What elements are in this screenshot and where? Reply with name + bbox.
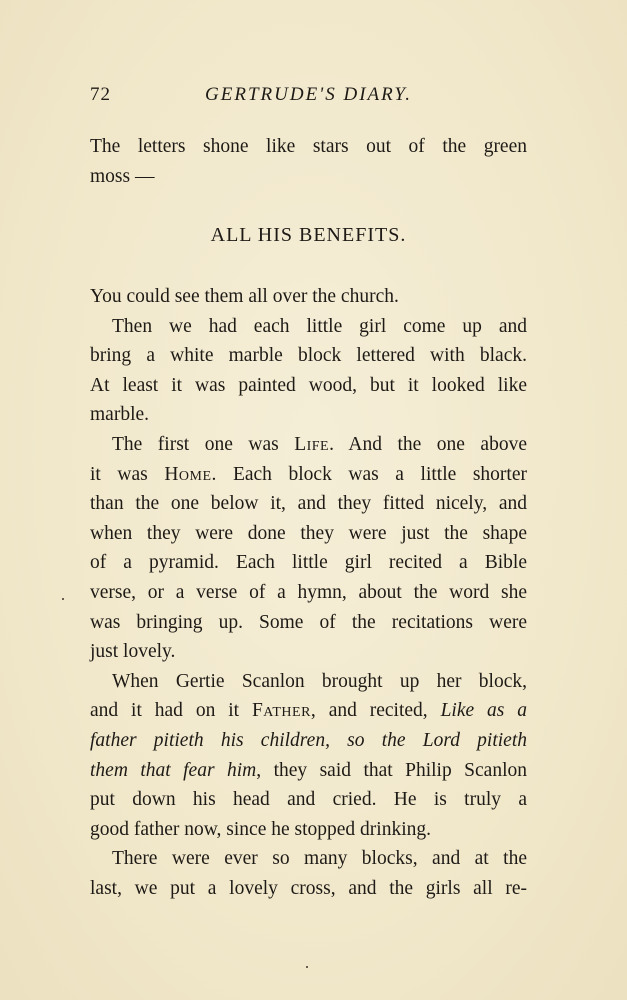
text-run: . Each block was a little shorter — [211, 463, 527, 485]
text-line: verse, or a verse of a hymn, about the word she — [90, 581, 527, 603]
section-title: ALL HIS BENEFITS. — [210, 224, 407, 246]
intro-paragraph — [90, 132, 527, 191]
text-line: At least it was painted wood, but it looked like — [90, 374, 527, 396]
text-line: put down his head and cried. He is truly a — [90, 789, 527, 811]
small-caps-word: Life — [294, 433, 330, 455]
text-line: You could see them all over the church. — [90, 286, 399, 307]
text-line: just lovely. — [90, 641, 176, 663]
text-line: When Gertie Scanlon brought up her block, — [112, 670, 527, 692]
text-run: , and recited, — [310, 700, 441, 722]
text-line: bring a white marble block lettered with black. — [90, 345, 527, 367]
text-run: , they said that Philip Scanlon — [256, 759, 527, 781]
paper-speck — [62, 598, 64, 600]
text-line: moss — — [90, 165, 155, 187]
paper-speck — [306, 966, 308, 968]
body-text — [90, 282, 527, 903]
text-run: The first one was — [112, 433, 295, 455]
text-line — [90, 430, 527, 460]
text-line: than the one below it, and they fitted nicely, and — [90, 493, 527, 515]
text-line: when they were done they were just the shape — [90, 522, 527, 544]
text-line — [90, 756, 527, 786]
text-line: last, we put a lovely cross, and the girls all re- — [90, 877, 527, 899]
text-line — [90, 460, 527, 490]
text-line: Then we had each little girl come up and — [112, 315, 527, 337]
text-line: good father now, since he stopped drinking. — [90, 818, 431, 840]
running-title: GERTRUDE'S DIARY. — [205, 84, 412, 105]
small-caps-word: Home — [164, 463, 212, 485]
text-run: and it had on it — [90, 700, 252, 722]
text-line — [90, 696, 527, 726]
text-line: was bringing up. Some of the recitations were — [90, 611, 527, 633]
italic-quote: Like as a — [440, 700, 528, 722]
page-header — [90, 84, 527, 110]
page-number: 72 — [90, 84, 111, 105]
text-run: . And the one above — [329, 433, 527, 455]
text-line: of a pyramid. Each little girl recited a Bible — [90, 552, 527, 574]
text-line: The letters shone like stars out of the green — [90, 136, 527, 157]
small-caps-word: Father — [251, 700, 311, 722]
text-line: marble. — [90, 404, 150, 426]
italic-quote: them that fear him — [90, 759, 257, 781]
text-run: it was — [90, 463, 165, 485]
italic-quote-line: father pitieth his children, so the Lord pitieth — [90, 729, 527, 751]
text-line: There were ever so many blocks, and at the — [112, 848, 527, 870]
